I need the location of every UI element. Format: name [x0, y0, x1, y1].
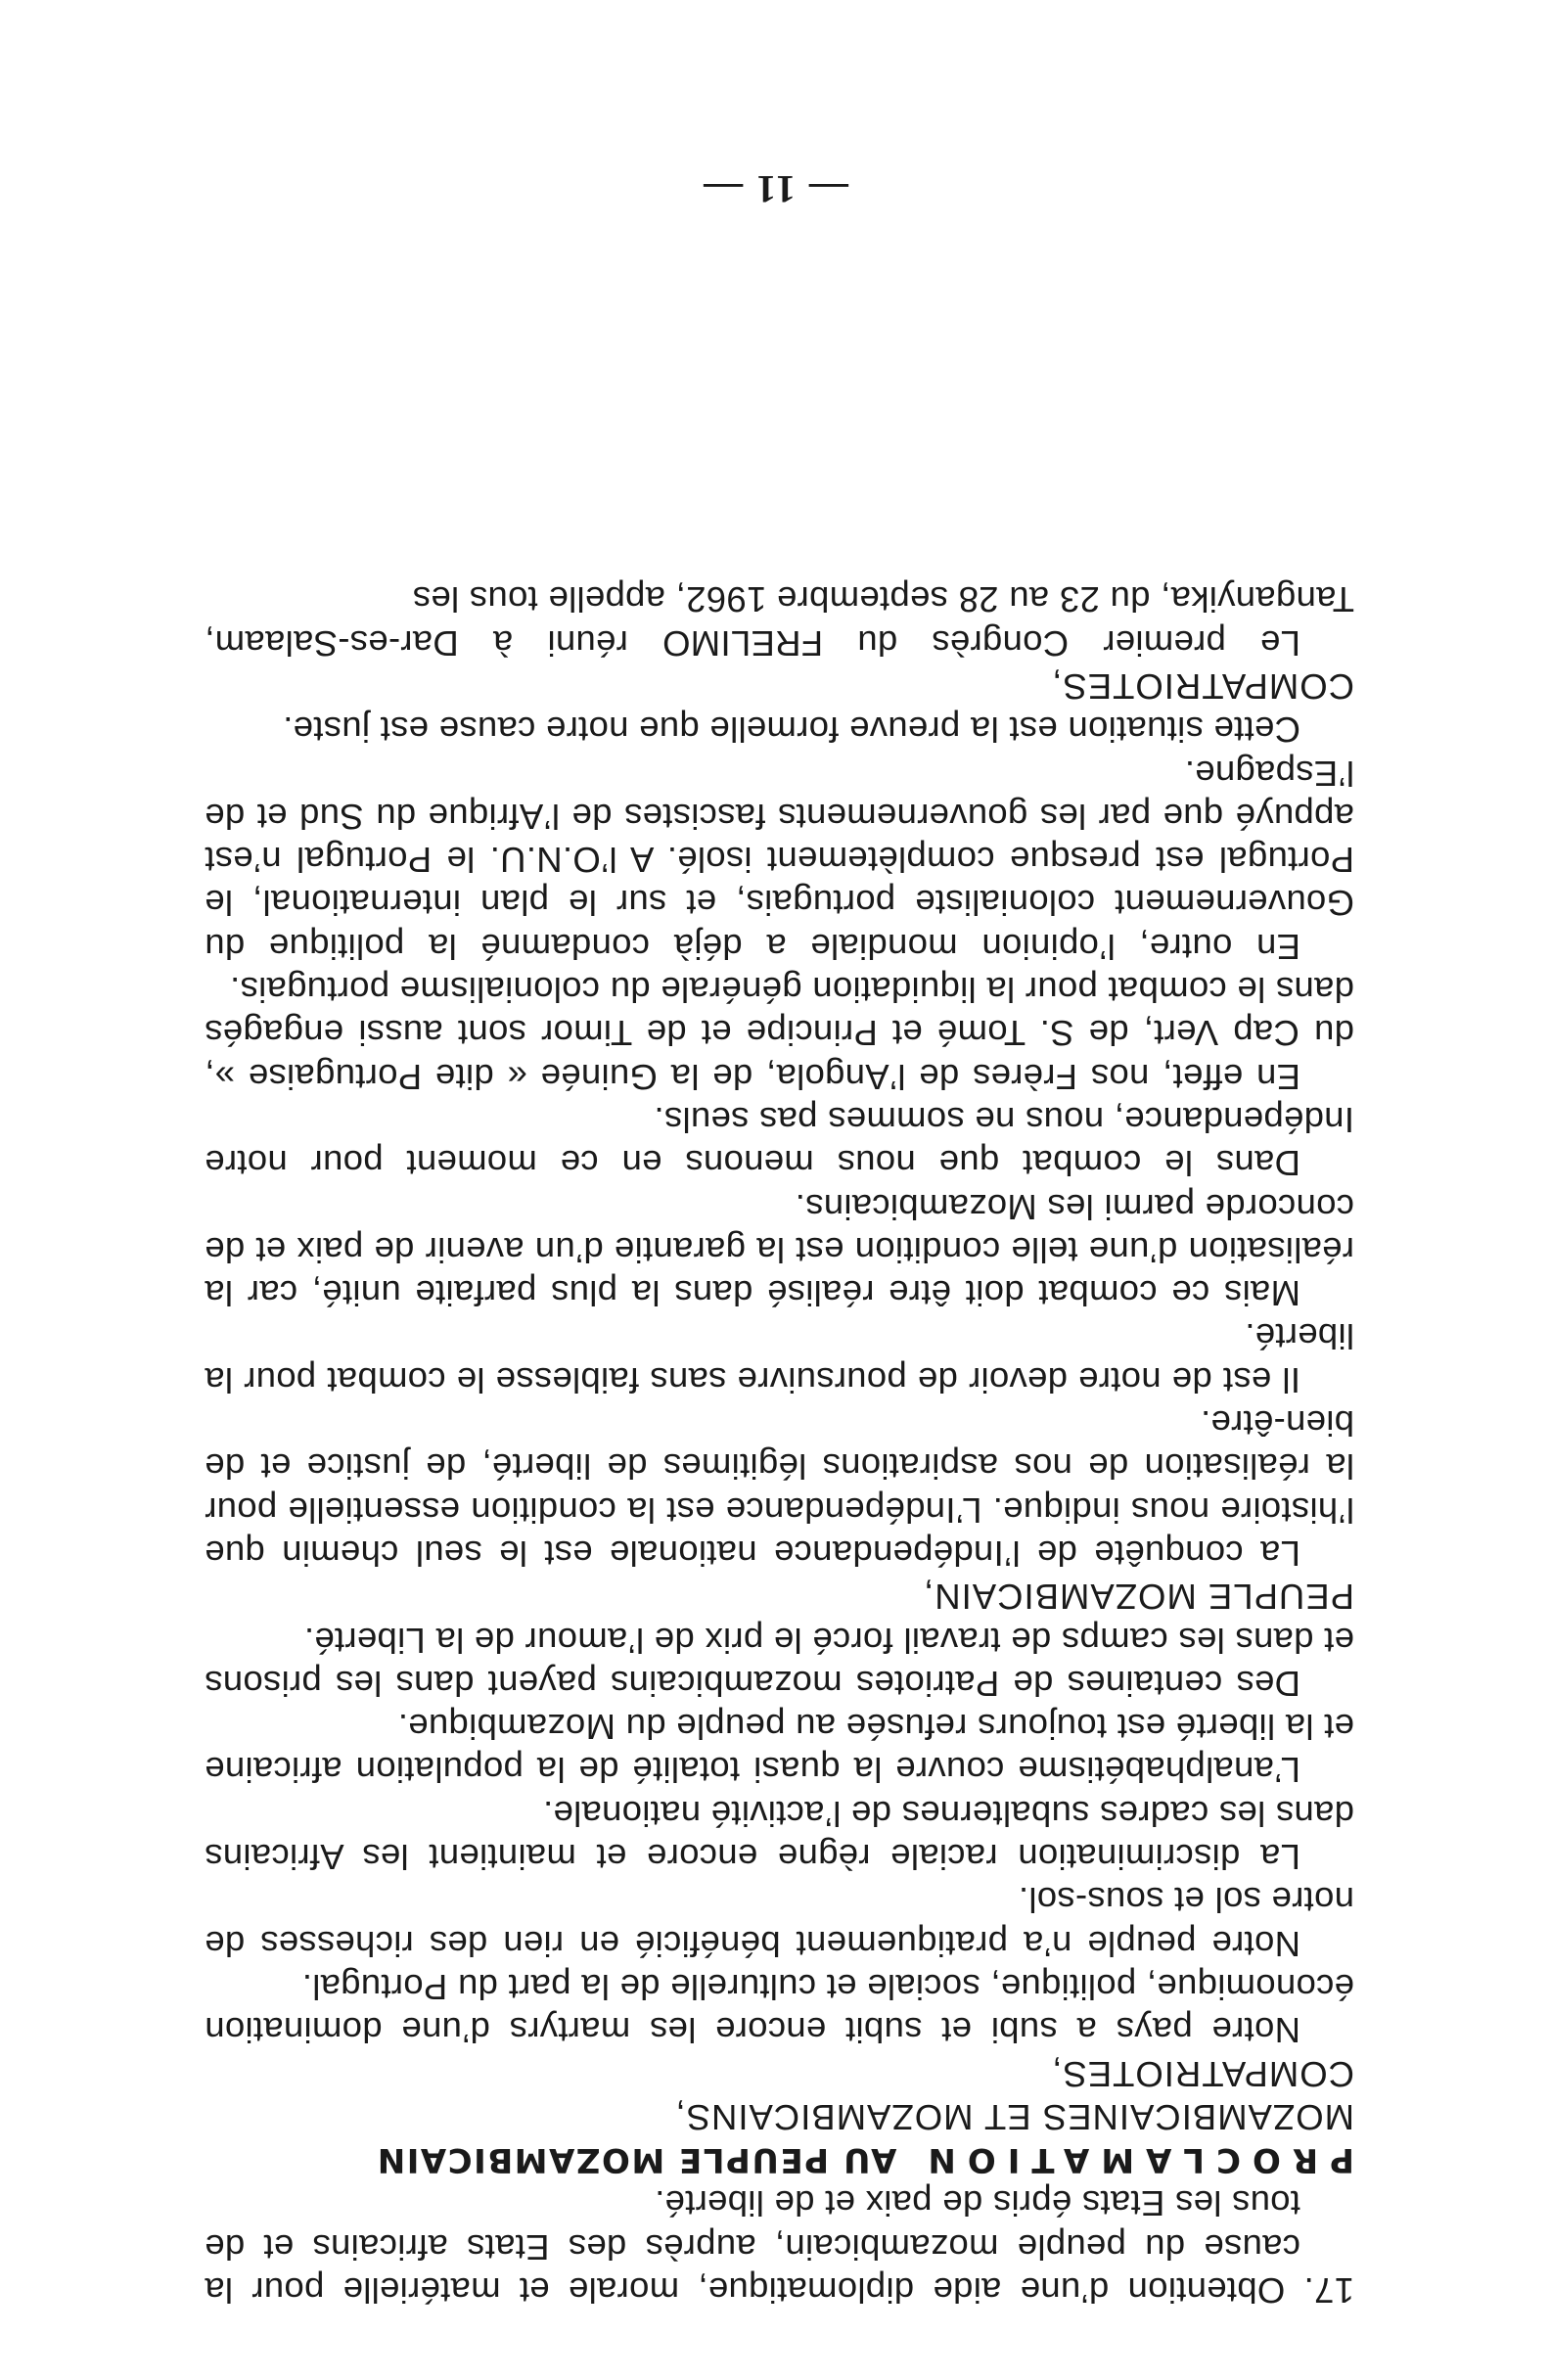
- paragraph-final: Le premier Congrès du FRELIMO réuni à Dar-es-Salaam, Tanganyika, du 23 au 28 septembre 1962, appelle tous les: [205, 579, 1354, 664]
- paragraph: Mais ce combat doit être réalisé dans la plus parfaite unité, car la réalisation d’une telle condition est la garantie d’un avenir de paix et de concorde parmi les Mozambicains.: [205, 1186, 1354, 1314]
- paragraph: En effet, nos Frères de l’Angola, de la Guinée « dite Portugaise », du Cap Vert, de S. Tomé et Principe et de Timor sont aussi engagés dans le combat pour la liquidation générale du colonialisme portugais.: [205, 970, 1354, 1097]
- paragraph: Il est de notre devoir de poursuivre sans faiblesse le combat pour la liberté.: [205, 1316, 1354, 1400]
- paragraph: Notre peuple n’a pratiquement bénéficié en rien des richesses de notre sol et sous-sol.: [205, 1880, 1354, 1964]
- paragraph: Notre pays a subi et subit encore les martyrs d’une domination économique, politique, sociale et culturelle de la part du Portugal.: [205, 1966, 1354, 2051]
- list-item-17: 17. Obtention d’une aide diplomatique, morale et matérielle pour la cause du peuple mozambicain, auprès des Etats africains et de tous les Etats épris de paix et de liberté.: [205, 2183, 1354, 2311]
- proclamation-title: [205, 2138, 1354, 2181]
- address-peuple-mozambicain: PEUPLE MOZAMBICAIN,: [923, 1577, 1354, 1618]
- paragraph: L’analphabétisme couvre la quasi totalité de la population africaine et la liberté est toujours refusée au peuple du Mozambique.: [205, 1707, 1354, 1791]
- paragraph: La conquête de l’Indépendance nationale est le seul chemin que l’histoire nous indique. L’Indépendance est la condition essentielle pour la réalisation de nos aspirations légitimes de liberté, de justice et de bien-être.: [205, 1403, 1354, 1574]
- title-word-proclamation: PROCLAMATION: [916, 2140, 1354, 2180]
- address-mozambicaines: MOZAMBICAINES ET MOZAMBICAINS,: [674, 2096, 1354, 2137]
- paragraph: Cette situation est la preuve formelle que notre cause est juste.: [282, 709, 1300, 751]
- address-compatriotes: COMPATRIOTES,: [1051, 2053, 1354, 2094]
- page-number: — 11 —: [702, 167, 848, 211]
- paragraph: La discrimination raciale règne encore et maintient les Africains dans les cadres subalternes de l’activité nationale.: [205, 1793, 1354, 1878]
- page-text: [205, 577, 1354, 2311]
- paragraph: En outre, l’opinion mondiale a déjà condamné la politique du Gouvernement colonialiste portugais, et sur le plan international, le Portugal est presque complètement isolé. A l’O.N.U. le Portugal n’est appuyé que par les gouvernements fascistes de l’Afrique du Sud et de l’Espagne.: [205, 753, 1354, 967]
- title-rest: AU PEUPLE MOZAMBICAIN: [376, 2140, 897, 2180]
- paragraph: Des centaines de Patriotes mozambicains payent dans les prisons et dans les camps de travail forcé le prix de l’amour de la Liberté.: [205, 1620, 1354, 1704]
- paragraph: Dans le combat que nous menons en ce moment pour notre Indépendance, nous ne sommes pas seuls.: [205, 1099, 1354, 1184]
- address-compatriotes-2: COMPATRIOTES,: [1051, 666, 1354, 708]
